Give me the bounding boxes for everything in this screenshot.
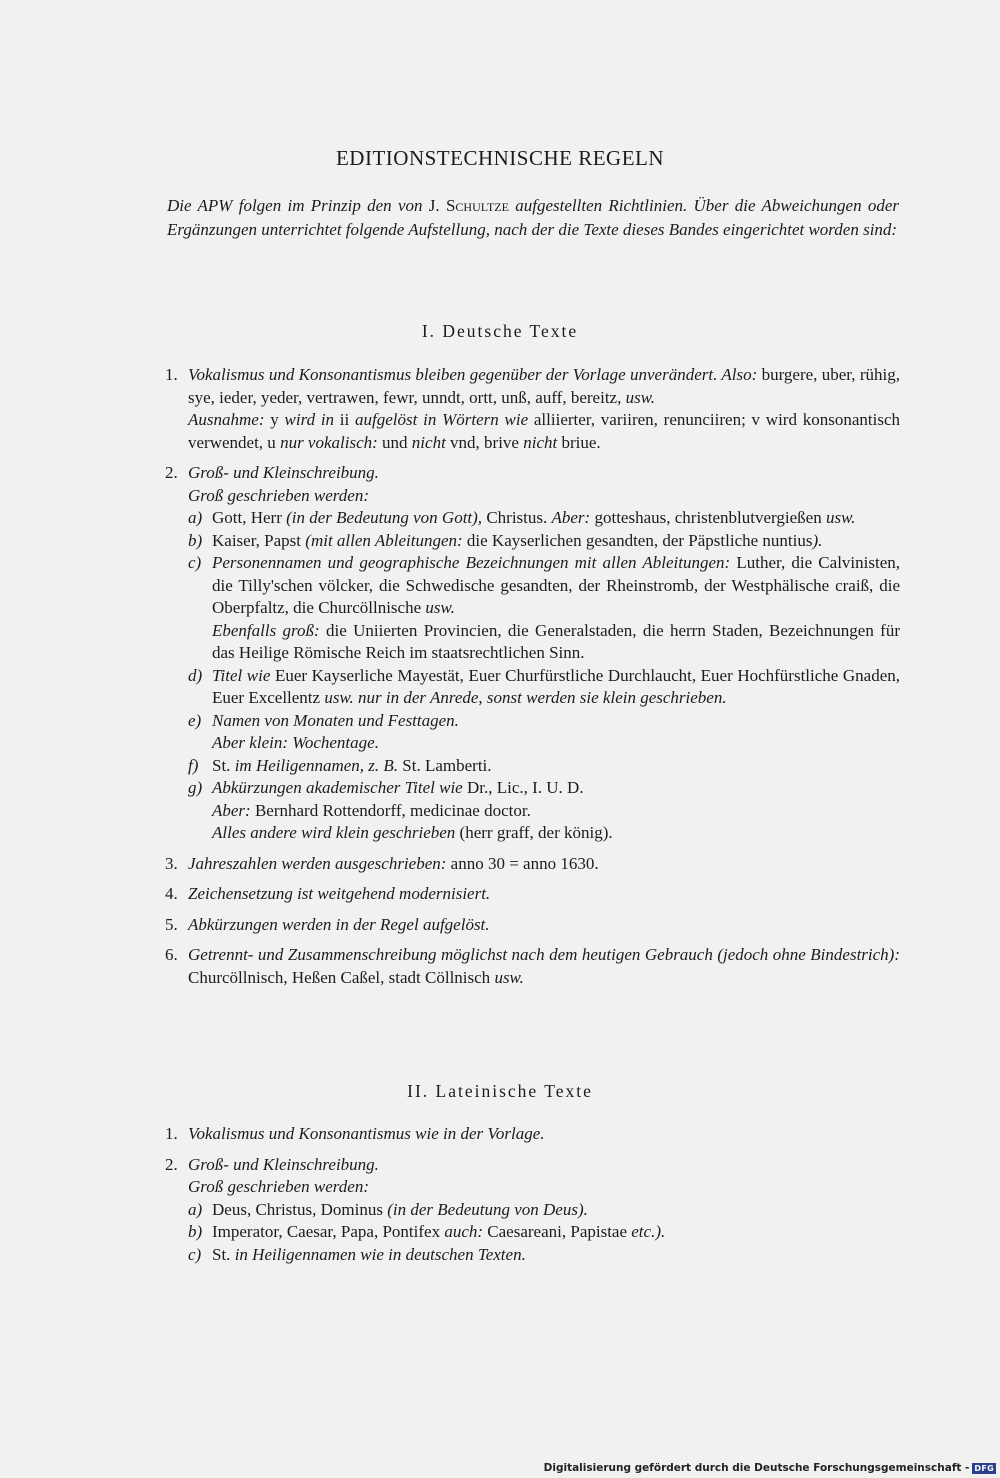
rule-number: 3. (165, 853, 178, 873)
rule-text: ii (334, 410, 356, 429)
sub-rule (188, 710, 900, 755)
section-heading-latin: II. Lateinische Texte (407, 1081, 593, 1101)
rule-text: auch: (444, 1222, 484, 1241)
footer-text: Digitalisierung gefördert durch die Deutsche Forschungsgemeinschaft - (543, 1462, 970, 1474)
rule-text: nicht (523, 432, 558, 452)
rule-text: in Heiligennamen wie in deutschen Texten. (234, 1244, 526, 1264)
dfg-footer (544, 1462, 996, 1474)
latin-rules-list (165, 1123, 900, 1274)
rule-subheading: Groß geschrieben werden: (188, 485, 369, 505)
intro-text: aufgestellten Richtlinien. Über die Abweichungen oder Ergänzungen unterrichtet folgende Aufstellung, nach der die Texte dieses Bandes eingerichtet worden sind: (167, 196, 900, 239)
rule-text: ). (812, 530, 823, 550)
rule-text: Caesareani, Papistae (483, 1222, 632, 1241)
rule-text: briue. (557, 432, 601, 452)
sub-rule-label: a) (188, 1199, 203, 1219)
rule-text: Aber: (212, 800, 251, 820)
rule-text: (in der Bedeutung von Gott), (286, 508, 483, 527)
rule-text: Ebenfalls groß: (212, 620, 320, 640)
rule-text: St. Lamberti. (398, 755, 492, 775)
rule-text: usw. (625, 387, 656, 407)
rule-text: Aber klein: Wochentage. (212, 733, 379, 752)
sub-rule (188, 552, 900, 665)
rule-number: 2. (165, 1154, 178, 1174)
rule-text: nicht (411, 432, 446, 452)
sub-rule-label: f) (188, 755, 199, 775)
rule-text: Vokalismus und Konsonantismus bleiben gegenüber der Vorlage unverändert. Also: (188, 365, 758, 384)
rule-text: Deus, Christus, Dominus (212, 1199, 388, 1219)
rule-text: Christus. (482, 508, 552, 527)
sub-rule-label: d) (188, 665, 203, 685)
rule-item (165, 462, 900, 845)
rule-text: im Heiligennamen, z. B. (234, 755, 399, 775)
rule-text: Jahreszahlen werden ausgeschrieben: (188, 853, 447, 873)
rule-item (165, 1154, 900, 1267)
rule-text: Churcöllnisch, Heßen Caßel, stadt Cöllnisch (188, 967, 495, 987)
rule-text: gotteshaus, christenblutvergießen (590, 508, 826, 527)
rule-text: vnd, brive (445, 432, 524, 452)
intro-text: Die APW folgen im Prinzip den von (167, 196, 429, 215)
rule-text: usw. (494, 967, 524, 987)
rule-text: usw. (825, 508, 856, 527)
rule-text: Dr., Lic., I. U. D. (462, 778, 584, 797)
rule-text: Aber: (551, 508, 591, 527)
rule-text: Abkürzungen akademischer Titel wie (212, 778, 463, 797)
sub-rule (188, 755, 900, 778)
sub-rule (188, 1244, 900, 1267)
rule-text: die Uniierten Provincien, die Generalstaden, die herrn Staden, Bezeichnungen für das Heilige Römische Reich im staatsrechtlichen Sinn. (212, 620, 900, 662)
rule-item (165, 914, 900, 937)
sub-rule (188, 777, 900, 845)
german-rules-list (165, 364, 900, 997)
sub-rule-label: e) (188, 710, 202, 730)
rule-text: wird in (284, 410, 335, 429)
rule-text: Euer Kayserliche Mayestät, Euer Churfürstliche Durchlaucht, Euer Hochfürstliche Gnaden, Euer Excellentz (212, 665, 901, 707)
sub-rule (188, 1199, 900, 1222)
rule-text: Personennamen und geographische Bezeichnungen mit allen Ableitungen: (212, 553, 731, 572)
rule-text: Alles andere wird klein geschrieben (212, 823, 456, 842)
rule-text: (mit allen Ableitungen: (305, 530, 463, 550)
rule-text: Imperator, Caesar, Papa, Pontifex (212, 1222, 445, 1241)
rule-item (165, 944, 900, 989)
rule-heading: Groß- und Kleinschreibung. (188, 1154, 379, 1174)
rule-subheading: Groß geschrieben werden: (188, 1177, 369, 1196)
rule-text: Bernhard Rottendorff, medicinae doctor. (250, 800, 531, 820)
rule-text: etc.). (631, 1222, 666, 1241)
rule-text: Kaiser, Papst (212, 530, 306, 550)
rule-text: Luther, die Calvinisten, die Tilly'schen völcker, die Schwedische gesandten, der Rheinstromb, der Westphälische craiß, die Oberpfaltz, die Churcöllnische (212, 553, 900, 617)
rule-text: anno 30 = anno 1630. (446, 853, 599, 873)
dfg-logo-icon: DFG (974, 1463, 994, 1473)
rule-text: usw. (425, 598, 455, 617)
rule-text: Gott, Herr (212, 508, 287, 527)
rule-item (165, 364, 900, 454)
sub-rule-label: a) (188, 508, 203, 527)
rule-text: burgere, uber, rühig, sye, ieder, yeder, vertrawen, fewr, unndt, ortt, unß, auff, bereitz, (188, 365, 900, 407)
rule-text: (herr graff, der könig). (455, 823, 613, 842)
sub-rule-label: c) (188, 1244, 202, 1264)
rule-text: die Kayserlichen gesandten, der Päpstliche nuntius (462, 530, 813, 550)
rule-number: 6. (165, 945, 178, 964)
rule-text: y (264, 410, 285, 429)
rule-text: und (377, 432, 412, 452)
rule-number: 4. (165, 884, 178, 903)
rule-text: alliierter, variiren, renunciiren; v wird konsonantisch verwendet, u (188, 410, 900, 452)
rule-text: Titel wie (212, 665, 271, 685)
rule-number: 1. (165, 1124, 178, 1143)
rule-text: aufgelöst in Wörtern wie (355, 410, 529, 429)
rule-text: Zeichensetzung ist weitgehend modernisiert. (188, 884, 491, 903)
rule-text: St. (212, 755, 235, 775)
sub-rule-label: b) (188, 1222, 203, 1241)
rule-text: Namen von Monaten und Festtagen. (212, 710, 459, 730)
rule-number: 1. (165, 365, 178, 384)
sub-rule (188, 530, 900, 553)
rule-heading: Groß- und Kleinschreibung. (188, 463, 379, 482)
rule-text: Vokalismus und Konsonantismus wie in der Vorlage. (188, 1124, 545, 1143)
intro-paragraph (167, 194, 899, 241)
sub-rule-label: c) (188, 553, 202, 572)
sub-rule-label: g) (188, 778, 203, 797)
sub-rule (188, 665, 900, 710)
rule-item (165, 883, 900, 906)
rule-item (165, 853, 900, 876)
rule-item (165, 1123, 900, 1146)
rule-number: 5. (165, 914, 178, 934)
rule-text: Abkürzungen werden in der Regel aufgelöst. (188, 914, 490, 934)
author-name: J. Schultze (428, 196, 509, 215)
rule-text: St. (212, 1244, 235, 1264)
rule-text: Ausnahme: (188, 410, 265, 429)
rule-text: nur vokalisch: (280, 432, 378, 452)
page-title: EDITIONSTECHNISCHE REGELN (335, 146, 665, 170)
rule-text: Getrennt- und Zusammenschreibung möglichst nach dem heutigen Gebrauch (jedoch ohne Bindestrich): (188, 945, 900, 964)
section-heading-german: I. Deutsche Texte (421, 321, 579, 341)
rule-number: 2. (165, 463, 178, 482)
rule-text: (in der Bedeutung von Deus). (387, 1199, 588, 1219)
sub-rule-label: b) (188, 530, 203, 550)
sub-rule (188, 1221, 900, 1244)
sub-rule (188, 507, 900, 530)
rule-text: usw. nur in der Anrede, sonst werden sie klein geschrieben. (324, 688, 727, 707)
